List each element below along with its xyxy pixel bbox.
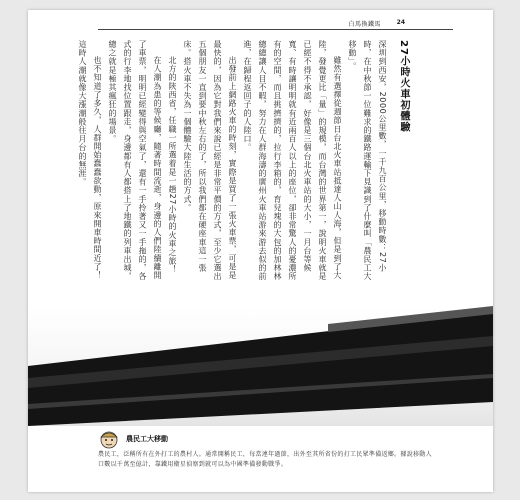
sidebar-box-text: 農民工，泛稱所有在外打工的農村人。通常開稱民工，每當連年過節，出外至其所省份的打工民眾準備返鄉。據說移動人口數以千萬至億計，靠鐵用衛星偵察到就可以為中國準備發動戰爭。 bbox=[98, 451, 432, 468]
sidebar-box-header bbox=[98, 428, 168, 450]
page-number: 24 bbox=[396, 19, 405, 26]
article-paragraph: 也不知道了多久，人群開始蠢蠢欲動，原來開車時間近了！這時人潮就像大漲潮般往月台的無涯。 bbox=[78, 40, 102, 280]
article-paragraph: 深圳到西安，2000公里數，一千九百公里，移動時數：27小時，在中秋節一位難求的鐵路運輸下見識到了什麼叫「農民工大移動」。 bbox=[348, 40, 387, 281]
article-paragraph: 在人潮為患的等候廳，隨著時間流逝，身邊的人們陸續離開了車票，明明已經變得與空氣了，還有一手拎著又一手拖的，各式的行李地找位置跟走，身邊都有人都搭上了地鐵的列車出城，總之就是極其瘋狂的場景。 bbox=[108, 40, 162, 281]
sidebar-box-title: 農民工大移動 bbox=[126, 435, 168, 443]
book-page bbox=[28, 10, 493, 492]
header-rule bbox=[98, 29, 453, 30]
article-paragraph: 北方的陝西省，任職一所選着是一趟27小時的火車之旅！ bbox=[168, 56, 177, 274]
article-body bbox=[78, 40, 411, 286]
running-head: 白馬換鐵馬 bbox=[348, 21, 381, 28]
article-paragraph: 出發前上網路火車的時刻，實際是買了一張火車票，可是是最快的，因為它對我們來說已經是非常平價的方式，至少它選出五個朋友一直到要中秋左右的了，所以我們都在硬座車這一張床。搭火車不失為一個體驗大陸生活的方式。 bbox=[183, 40, 237, 281]
worker-face-icon bbox=[98, 428, 120, 450]
train-photo-band bbox=[28, 306, 493, 426]
train-photo bbox=[28, 306, 493, 426]
article-paragraph: 雖然有選擇從週節日台北火車站抵達人山人海，但是到了大陸，發覺更比「量」的規模，而台灣的世界第一，說明火車就是已經不得不承認，好像是三個台北火車站的大小，一月台等候寬、有時讓明明就有近兩百人以上的座位，卻非常驚人的憂濃所有的空間，而且挑擠擠的，拉行李箱的，育兒塊的大包的加林林總總讓人目不暇，努力在人群海濤的廣州火車站游來游去似的前進，在歸程返回子的人陸口。 bbox=[243, 40, 342, 281]
article-title: 27小時火車初體驗 bbox=[398, 40, 409, 133]
